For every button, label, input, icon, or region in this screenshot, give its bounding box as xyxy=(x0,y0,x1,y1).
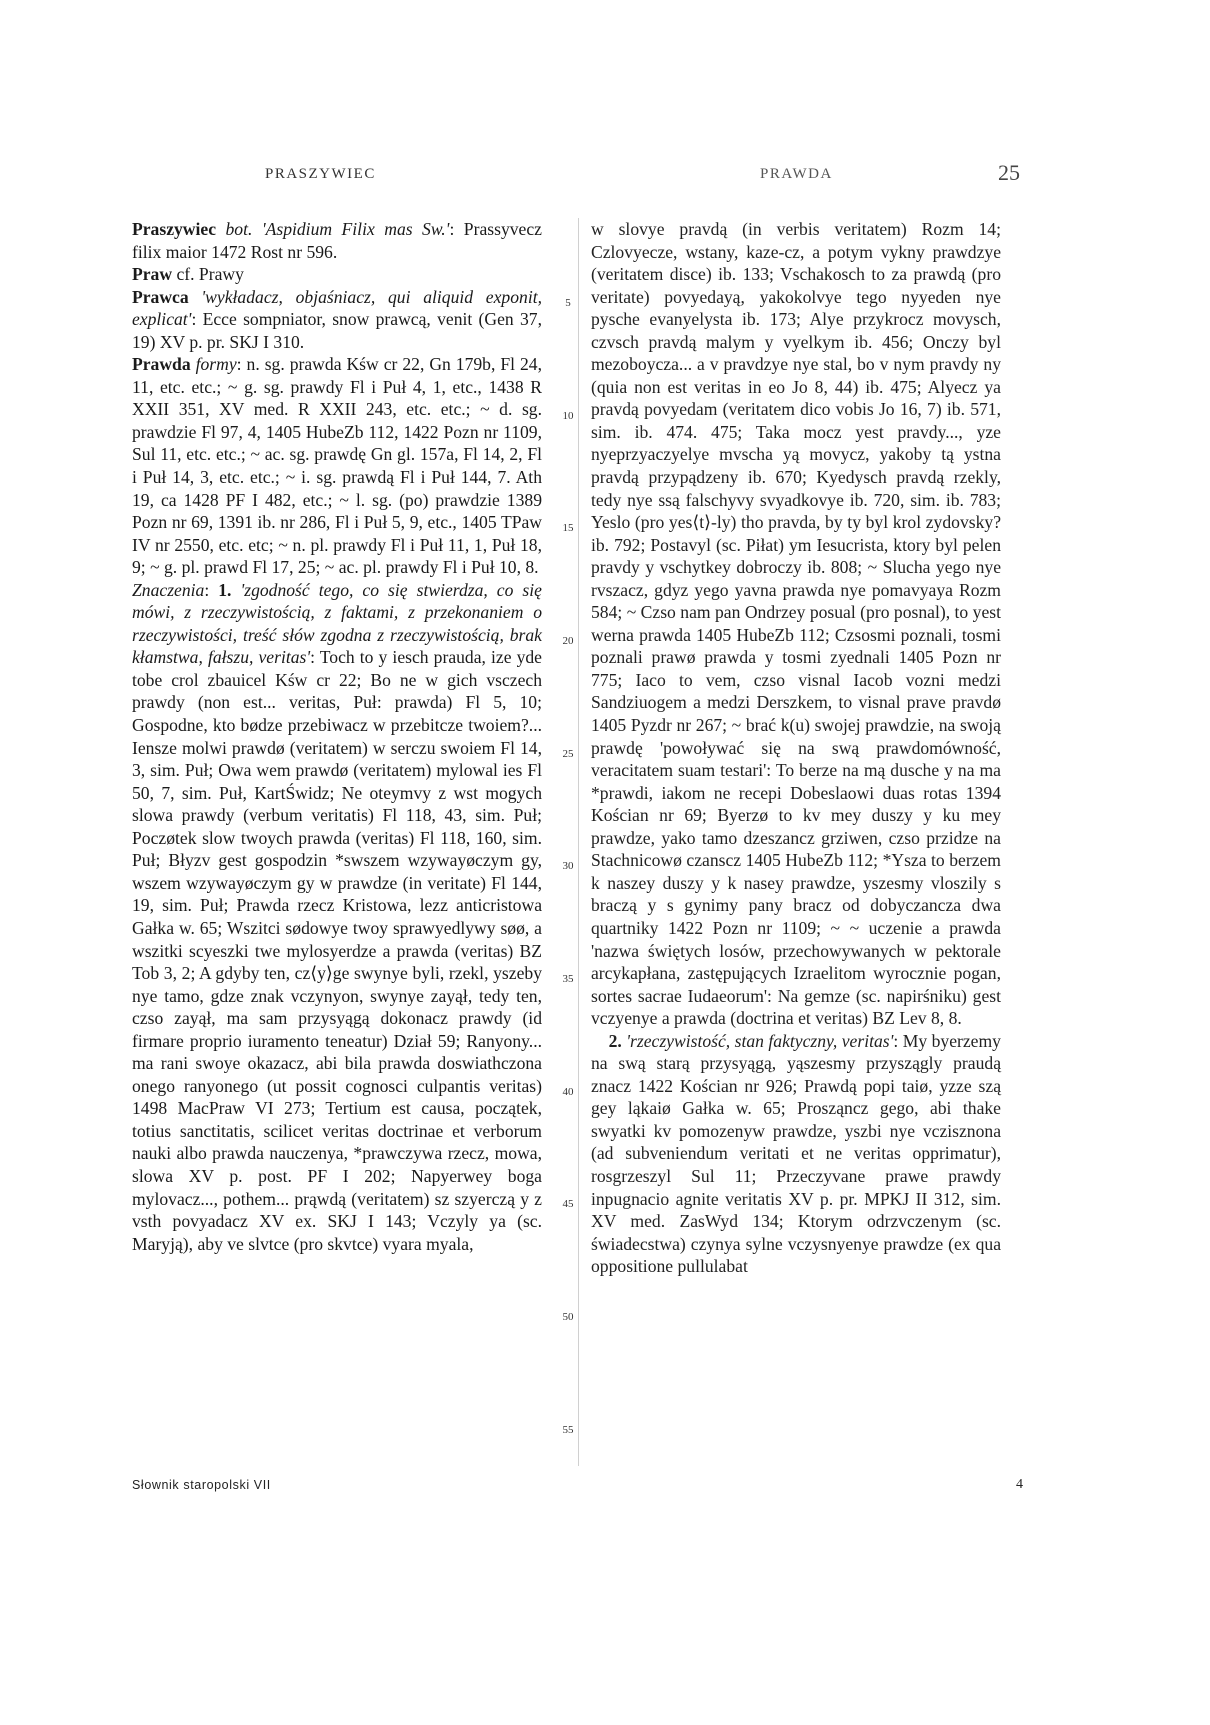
entry-prawca xyxy=(132,286,542,354)
running-header xyxy=(0,160,1210,190)
column-divider xyxy=(578,218,579,1466)
meaning-number: 1. xyxy=(218,579,232,600)
entry-prawda-forms xyxy=(132,353,542,578)
entry-praszywiec xyxy=(132,218,542,263)
entry-text: : My byerzemy na swą starą przysyągą, yąszesmy przysząglу praudą znacz 1422 Kościan nr 926; Prawdą popi taiø, yzze szą gey ląkaiø Gałka w. 65; Prosząncz gego, abi thake swyatki kv pomozenyw prawdze, yszbi nye vczisznona (ad subveniendum veritati et ne veritas opprimatur), rosgrzeszyl Sul 11; Przeczyvane prawe prawdy inpugnacio agnite veritatis XV p. pr. MPKJ II 312, sim. XV med. ZasWyd 134; Ktorym odrzvczenym (sc. świadecstwa) czynya sylne vczysnyenye prawdze (ex qua oppositione pullulabat xyxy=(591,1030,1001,1277)
entry-text: : Ecce sompniator, snow prawcą, venit (Gen 37, 19) XV p. pr. SKJ I 310. xyxy=(132,309,542,352)
headword: Prawca xyxy=(132,286,189,307)
meanings-label: Znaczenia xyxy=(132,579,205,600)
gloss: 'rzeczywistość, stan faktyczny, veritas' xyxy=(626,1030,894,1051)
running-head-left: PRASZYWIEC xyxy=(265,166,376,182)
entry-text: : n. sg. prawda Kśw cr 22, Gn 179b, Fl 24, 11, etc. etc.; ~ g. sg. prawdy Fl i Puł 4, 1, etc., 1438 R XXII 351, XV med. R XXII 243, etc. etc.; ~ d. sg. prawdzie Fl 97, 4, 1405 HubeZb 112, 1422 Pozn nr 1109, Sul 11, etc. etc.; ~ ac. sg. prawdę Gn gl. 157a, Fl 14, 2, Fl i Puł 14, 3, etc. etc.; ~ i. sg. prawdą Fl i Puł 144, 7. Ath 19, ca 1428 PF I 482, etc.; ~ l. sg. (po) prawdzie 1389 Pozn nr 69, 1391 ib. nr 286, Fl i Puł 5, 9, etc., 1405 TPaw IV nr 2550, etc. etc; ~ n. pl. prawdy Fl i Puł 11, 1, Puł 18, 9; ~ g. pl. prawd Fl 17, 25; ~ ac. pl. prawdy Fl i Puł 10, 8. xyxy=(132,354,542,578)
line-number: 10 xyxy=(562,410,574,422)
line-number: 30 xyxy=(562,860,574,872)
entry-meaning-2 xyxy=(591,1030,1001,1278)
right-column xyxy=(591,218,1001,1278)
line-number: 25 xyxy=(562,748,574,760)
footer-title: Słownik staropolski VII xyxy=(132,1478,271,1492)
line-number: 50 xyxy=(562,1311,574,1323)
left-column xyxy=(132,218,542,1255)
line-number: 55 xyxy=(562,1424,574,1436)
signature-number: 4 xyxy=(1016,1477,1023,1492)
line-number: 20 xyxy=(562,635,574,647)
line-number: 35 xyxy=(562,973,574,985)
line-number: 5 xyxy=(565,297,571,309)
page-number: 25 xyxy=(998,160,1020,185)
gloss: 'wykładacz, objaśniacz, qui aliquid exponit, explicat' xyxy=(132,286,542,330)
entry-praw xyxy=(132,263,542,286)
running-head-right: PRAWDA xyxy=(760,166,833,182)
headword: Prawda xyxy=(132,354,191,375)
line-number: 15 xyxy=(562,522,574,534)
paragraph-continued: w slovye pravdą (in verbis veritatem) Rozm 14; Czlovyecze, wstany, kaze-cz, a potym vykny prawdzye (veritatem disce) ib. 133; Vschakosch to za prawdą (pro veritate) povyedayą, yakokolvye tego nyyeden nye pysche evanyelysta ib. 173; Alye przykrocz movysch, czvsch pravdą malym y vyelkym ib. 456; Onczy byl mezoboycza... a v pravdzye nye stal, bo v nym pravdy ny (quia non est veritas in eo Jo 8, 44) ib. 475; Alyecz ya pravdą povyedam (veritatem dico vobis Jo 16, 7) ib. 571, sim. ib. 474. 475; Taka mocz yest pravdy..., yze nyeprzyaczyelye mvscha yą movycz, yakoby tą ystna pravdą przypądzeny ib. 670; Kyedysch pravdą rzekly, tedy nye ssą falschyvy svyadkovye ib. 720, sim. ib. 783; Yeslo (pro yes⟨t⟩-ly) tho pravda, by ty byl krol zydovsky? ib. 792; Postavyl (sc. Piłat) ym Iesucrista, ktory byl pelen pravdy y vschytkey dobroczy ib. 808; ~ Slucha yego nye rvszacz, gdyz yego yavna prawda nye pomavyaya Rozm 584; ~ Czso nam pan Ondrzey posual (pro posnal), to yest werna prawda 1405 HubeZb 112; Czsosmi poznali, tosmi poznali prawø prawda y tosmi zyednali 1405 Pozn nr 775; Iaco to vem, czso visnal Iacob vozni medzi Sandziuogem a medzi Derszkem, to visnal prave pravdø 1405 Pyzdr nr 267; ~ brać k(u) swojej prawdzie, na swoją prawdę 'powoływać się na swą prawdomówność, veracitatem suam testari': To berze na mą dusche y na ma *prawdi, iakom ne recepi Dobeslaowi duas rotas 1394 Kościan nr 69; Byerzø to kv mey duszy y ku mey prawdze, yako tamo dzeszancz grziwen, czso przidze na Stachnicowø czanscz 1405 HubeZb 112; *Ysza to berzem k naszey duszy y k nasey prawdze, yszesmy vloszily s braczą y s gynimy pany bracz od dobyczancza dwa quartniky 1422 Pozn nr 1109; ~ ~ uczenie a prawda 'nazwa świętych losów, przechowywanych w pektorale arcykapłana, zastępujących Izraelitom wyrocznie pogan, sortes sacrae Iudaeorum': Na gemze (sc. napirśniku) gest vczyenye a prawda (doctrina et veritas) BZ Lev 8, 8. xyxy=(591,219,1001,1029)
entry-text: : Prassyvecz filix maior 1472 Rost nr 596. xyxy=(132,219,542,262)
meaning-number: 2. xyxy=(608,1030,622,1051)
gloss: 'zgodność tego, co się stwierdza, co się mówi, z rzeczywistością, z faktami, z przekonaniem o rzeczywistości, treść słów zgodna z rzeczywistością, brak kłamstwa, fałszu, veritas' xyxy=(132,579,542,668)
entry-prawda-meanings: Znaczenia: 1. 'zgodność tego, co się stwierdza, co się mówi, z rzeczywistością, z faktami, z przekonaniem o rzeczywistości, treść słów zgodna z rzeczywistością, brak kłamstwa, fałszu, veritas': Toch to y iesch prauda, ize yde tobe crol zbauicel Kśw cr 22; Bo ne w gich vsczech prawdy (non est... veritas, Puł: prawda) Fl 5, 10; Gospodne, kto bødze przebiwacz w przebitcze twoiem?... Iensze molwi prawdø (veritatem) w serczu swoiem Fl 14, 3, sim. Puł; Owa wem prawdø (veritatem) mylowal ies Fl 50, 7, sim. Puł, KartŚwidz; Ne oteymvy z wst mogych slowa prawdy (verbum veritatis) Fl 118, 43, sim. Puł; Poczøtek slow twoych prawda (veritas) Fl 118, 160, sim. Puł; Błyzv gest gospodzin *swszem wzywayøczym gy, wszem wzywayøczym gy w prawdze (in veritate) Fl 144, 19, sim. Puł; Prawda rzecz Kristowa, lezz anticristowa Gałka w. 65; Wszitci sødowye twoy sprawyedlywy søø, a wszitki scyeszki twe mylosyerdze a prawda (veritas) BZ Tob 3, 2; A gdyby ten, cz⟨y⟩ge swynye byli, rzekl, yszeby nye tamo, gdze znak vczynyon, swynye zayął, tedy ten, czso zayął, ma sam przysyągą dokonacz prawdy (id firmare proprio iuramento teneatur) Dział 59; Ranyony... ma rani swoye okazacz, abi bila prawda doswiathczona onego ranyonego (ut possit cognosci culpantis veritas) 1498 MacPraw VI 273; Tertium est causa, początek, totius sanctitatis, scilicet veritas doctrinae et verborum nauki albo prawda nauczenya, *prawczywa rzecz, mowa, slowa XV p. post. PF I 202; Napyerwey boga mylovacz..., pothem... prąwdą (veritatem) sz szyerczą y z vsth povyadacz XV ex. SKJ I 143; Vczyly ya (sc. Maryją), aby ve slvtce (pro skvtce) vyara myala, xyxy=(132,579,542,1254)
line-number: 45 xyxy=(562,1198,574,1210)
entry-text: : Toch to y iesch prauda, ize yde tobe crol zbauicel Kśw cr 22; Bo ne w gich vsczech prawdy (non est... veritas, Puł: prawda) Fl 5, 10; Gospodne, kto bødze przebiwacz w przebitcze twoiem?... Iensze molwi prawdø (veritatem) w serczu swoiem Fl 14, 3, sim. Puł; Owa wem prawdø (veritatem) mylowal ies Fl 50, 7, sim. Puł, KartŚwidz; Ne oteymvy z wst mogych slowa prawdy (verbum veritatis) Fl 118, 43, sim. Puł; Poczøtek slow twoych prawda (veritas) Fl 118, 160, sim. Puł; Błyzv gest gospodzin *swszem wzywayøczym gy, wszem wzywayøczym gy w prawdze (in veritate) Fl 144, 19, sim. Puł; Prawda rzecz Kristowa, lezz anticristowa Gałka w. 65; Wszitci sødowye twoy sprawyedlywy søø, a wszitki scyeszki twe mylosyerdze a prawda (veritas) BZ Tob 3, 2; A gdyby ten, cz⟨y⟩ge swynye byli, rzekl, yszeby nye tamo, gdze znak vczynyon, swynye zayął, tedy ten, czso zayął, ma sam przysyągą dokonacz prawdy (id firmare proprio iuramento teneatur) Dział 59; Ranyony... ma rani swoye okazacz, abi bila prawda doswiathczona onego ranyonego (ut possit cognosci culpantis veritas) 1498 MacPraw VI 273; Tertium est causa, początek, totius sanctitatis, scilicet veritas doctrinae et verborum nauki albo prawda nauczenya, *prawczywa rzecz, mowa, slowa XV p. post. PF I 202; Napyerwey boga mylovacz..., pothem... prąwdą (veritatem) sz szyerczą y z vsth povyadacz XV ex. SKJ I 143; Vczyly ya (sc. Maryją), aby ve slvtce (pro skvtce) vyara myala, xyxy=(132,647,542,1254)
gloss: bot. 'Aspidium Filix mas Sw.' xyxy=(225,219,450,239)
headword: Praw xyxy=(132,264,173,285)
line-number: 40 xyxy=(562,1086,574,1098)
forms-label: formy xyxy=(195,354,237,375)
headword: Praszywiec xyxy=(132,219,217,239)
entry-text: cf. Prawy xyxy=(176,264,244,285)
